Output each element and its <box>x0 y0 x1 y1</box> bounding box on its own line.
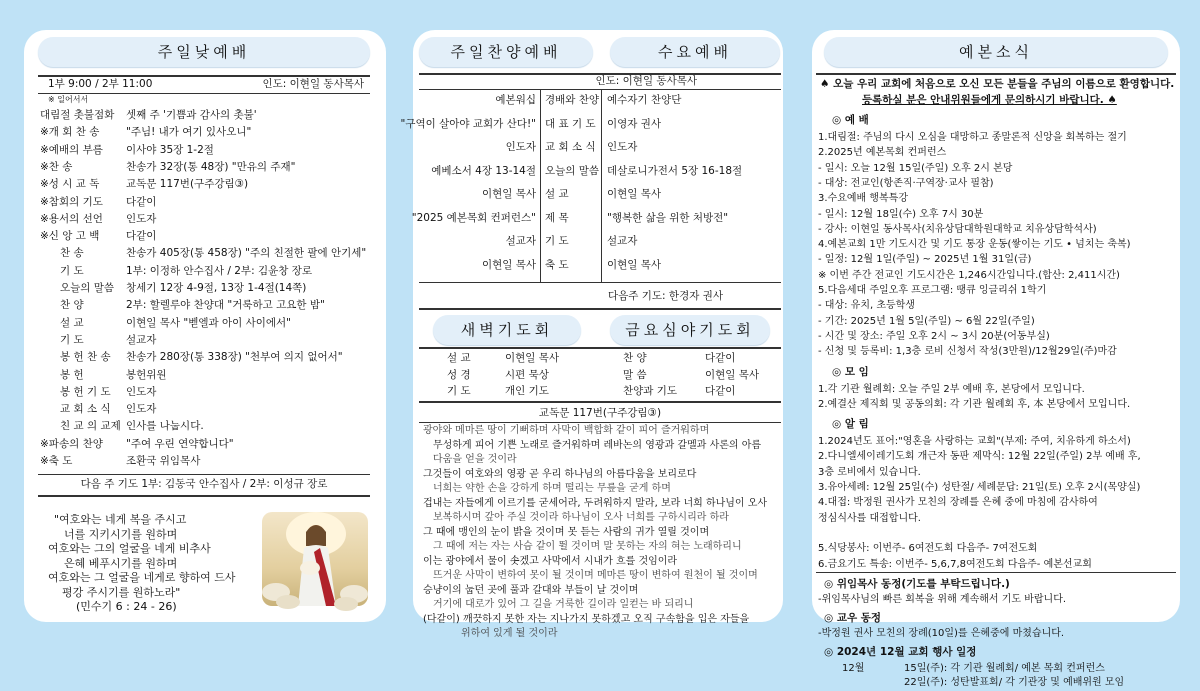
friday-title-box <box>610 315 770 345</box>
order-item-label: ※용서의 선언 <box>40 212 103 225</box>
praise-item: "구역이 살아야 교회가 산다!" <box>400 117 536 130</box>
order-item-label: 찬 송 <box>60 247 84 260</box>
order-item-value: 조환국 위임목사 <box>126 455 201 467</box>
news-line: 2.예결산 제직회 및 공동의회: 각 기관 월례회 후, 本 본당에서 모입니다. <box>818 398 1131 410</box>
dawn-title: 새벽기도회 <box>460 321 554 339</box>
order-item-label: ※성 시 교 독 <box>40 178 100 191</box>
order-item-value: "주여 우린 연약합니다" <box>126 437 234 450</box>
news-line: - 대상: 전교인(항존직·구역장·교사 필참) <box>818 177 994 189</box>
order-item-label: ※찬 송 <box>40 160 73 173</box>
friday-value: 다같이 <box>705 385 736 397</box>
news-line: 2.다니엘세이레기도회 개근자 동판 제막식: 12월 22일(주일) 2부 예배 후, <box>818 451 1141 463</box>
dawn-label: 설 교 <box>447 352 471 364</box>
church-news-panel <box>812 30 1180 688</box>
welcome-line-2: 등록하실 분은 안내위원들에게 문의하시기 바랍니다. ♠ <box>862 94 1117 106</box>
reading-line: 무성하게 피어 기쁜 노래로 즐거워하며 레바논의 영광과 갈멜과 사론의 아름 <box>433 439 762 451</box>
divider <box>419 308 781 310</box>
order-item-label: 오늘의 말씀 <box>60 282 115 294</box>
friday-label: 말 씀 <box>623 368 647 381</box>
member-news: -박정원 권사 모친의 장례(10일)를 은혜중에 마쳤습니다. <box>818 627 1065 639</box>
reading-line: 그 때에 저는 자는 사슴 같이 뛸 것이며 말 못하는 자의 혀는 노래하리니 <box>433 541 742 552</box>
order-item-label: 봉 헌 기 도 <box>60 385 111 398</box>
wednesday-item: 인도자 <box>607 141 638 153</box>
order-item-label: ※축 도 <box>40 455 73 467</box>
praise-title: 주일찬양예배 <box>450 43 562 61</box>
friday-value: 다같이 <box>705 352 736 364</box>
reading-line: 너희는 약한 손을 강하게 하며 떨리는 무릎을 굳게 하며 <box>433 483 671 494</box>
service-times: 1부 9:00 / 2부 11:00 <box>48 78 153 90</box>
praise-and-wednesday-panel <box>400 30 783 639</box>
order-item-label: 설 교 <box>60 316 84 329</box>
divider <box>816 73 1176 75</box>
order-item-label: ※신 앙 고 백 <box>40 230 100 243</box>
order-item-value: 2부: 할렐루야 찬양대 "거룩하고 고요한 밤" <box>126 299 325 312</box>
order-item-value: 이현일 목사 "벧엘과 아이 사이에서" <box>126 316 292 329</box>
reading-line: 다움을 얻을 것이라 <box>433 454 517 465</box>
reading-line: 거기에 대로가 있어 그 길을 거룩한 길이라 일컫는 바 되리니 <box>433 599 694 610</box>
panel-title: 주일낮예배 <box>157 43 251 61</box>
reading-line: 뜨거운 사막이 변하여 못이 될 것이며 메마른 땅이 변하여 원천이 될 것이며 <box>433 570 758 581</box>
divider <box>816 572 1176 573</box>
news-line: 2.2025년 예본목회 컨퍼런스 <box>818 147 947 159</box>
order-label: 축 도 <box>545 258 569 271</box>
order-item-label: 봉 헌 <box>60 368 84 381</box>
praise-item: 예베소서 4장 13-14절 <box>431 164 536 177</box>
reading-line: 광야와 메마른 땅이 기뻐하며 사막이 백합화 같이 피어 즐거워하며 <box>423 425 710 436</box>
evening-leader: 인도: 이현일 동사목사 <box>595 75 697 87</box>
praise-item: 예본워십 <box>495 94 536 106</box>
news-title: 예본소식 <box>959 43 1033 61</box>
panel-title-box <box>38 37 370 67</box>
wednesday-title: 수요예배 <box>658 43 732 61</box>
shepherd-illustration <box>262 512 368 606</box>
news-line: - 기간: 2025년 1월 5일(주일) ~ 6월 22일(주일) <box>818 315 1035 327</box>
praise-item: 인도자 <box>505 141 536 153</box>
verse-line: 너를 지키시기를 원하며 <box>64 527 178 541</box>
section-heading: ◎ 예 배 <box>832 114 869 126</box>
order-label: 설 교 <box>545 188 569 200</box>
divider <box>419 422 781 423</box>
news-line: 4.예본교회 1만 기도시간 및 기도 통장 운동(쌓이는 기도 • 넘치는 축복) <box>818 239 1131 251</box>
welcome-line-1: ♠ 오늘 우리 교회에 처음으로 오신 모든 분들을 주님의 이름으로 환영합니다. <box>820 78 1175 90</box>
news-line: - 일시: 오늘 12월 15일(주일) 오후 2시 본당 <box>818 162 1013 174</box>
news-line: 3층 로비에서 있습니다. <box>818 466 921 478</box>
reading-line: (다같이) 깨끗하지 못한 자는 지나가지 못하겠고 오직 구속함을 입은 자들을 <box>423 613 750 625</box>
order-item-label: 기 도 <box>60 264 84 277</box>
reading-line: 이는 광야에서 물이 솟겠고 사막에서 시내가 흐를 것임이라 <box>423 555 678 567</box>
reading-line: 그것들이 여호와의 영광 곧 우리 하나님의 아름다움을 보리로다 <box>423 468 697 480</box>
order-item-label: ※파송의 찬양 <box>40 437 103 450</box>
order-item-label: ※개 회 찬 송 <box>40 126 100 139</box>
verse-line: 평강 주시기를 원하노라" <box>62 585 181 599</box>
order-item-value: 찬송가 405장(통 458장) "주의 친절한 팔에 안기세" <box>126 247 367 260</box>
news-line: 3.수요예배 행복특강 <box>818 193 908 205</box>
order-item-label: 교 회 소 식 <box>60 403 111 416</box>
praise-item: "2025 예본목회 컨퍼런스" <box>411 211 536 224</box>
schedule-item: 22일(주): 성탄발표회/ 각 기관장 및 예배위원 모임 <box>904 676 1125 688</box>
standing-note: ※ 일어서서 <box>48 95 89 104</box>
column-line <box>601 89 602 282</box>
pastor-news: -위임목사님의 빠른 회복을 위해 계속해서 기도 바랍니다. <box>818 593 1067 605</box>
service-leader: 인도: 이현일 동사목사 <box>262 78 364 90</box>
order-item-label: 봉 헌 찬 송 <box>60 351 111 364</box>
news-line: - 일시: 12월 18일(수) 오후 7시 30분 <box>818 208 984 220</box>
order-item-label: ※참회의 기도 <box>40 195 103 208</box>
order-label: 제 목 <box>545 211 569 224</box>
wednesday-item: 예수자기 찬양단 <box>607 94 682 106</box>
order-item-label: 찬 양 <box>60 299 84 312</box>
order-item-label: ※예배의 부름 <box>40 143 103 156</box>
dawn-label: 성 경 <box>447 368 471 381</box>
wednesday-item: 이현일 목사 <box>607 188 662 200</box>
divider <box>419 347 781 349</box>
wednesday-item: 설교자 <box>607 235 638 247</box>
news-line: 5.식당봉사: 이번주- 6여전도회 다음주- 7여전도회 <box>818 543 1038 555</box>
reading-line: 위하여 있게 될 것이라 <box>461 628 558 639</box>
order-label: 교 회 소 식 <box>545 141 596 153</box>
news-line: - 강사: 이현일 동사목사(치유상담대학원대학교 치유상담학석사) <box>818 223 1097 235</box>
order-item-label: 기 도 <box>60 333 84 346</box>
section-heading: ◎ 알 림 <box>832 418 869 431</box>
order-item-value: 찬송가 32장(통 48장) "만유의 주재" <box>126 160 296 173</box>
wednesday-item: 데살로니가전서 5장 16-18절 <box>607 164 743 177</box>
wednesday-item: "행복한 삶을 위한 처방전" <box>607 211 729 224</box>
order-item-value: 인도자 <box>126 385 157 398</box>
dawn-value: 시편 묵상 <box>505 368 549 381</box>
news-line: 3.유아세례: 12월 25일(수) 성탄절/ 세례문답: 21일(토) 오후 2시(목양실) <box>818 482 1141 493</box>
reading-line: 그 때에 맹인의 눈이 밝을 것이며 못 듣는 사람의 귀가 열릴 것이며 <box>423 526 710 538</box>
column-line <box>540 89 541 282</box>
news-line: - 대상: 유치, 초등학생 <box>818 300 915 312</box>
reading-line: 겁내는 자들에게 이르기를 굳세어라, 두려워하지 말라, 보라 너희 하나님이 오사 <box>423 497 768 509</box>
verse-line: 여호와는 그의 얼굴을 네게 비추사 <box>48 542 211 555</box>
schedule-item: 15일(주): 각 기관 월례회/ 예본 목회 컨퍼런스 <box>904 662 1105 674</box>
order-item-value: 다같이 <box>126 230 157 243</box>
shepherd-image <box>262 512 368 606</box>
divider <box>419 89 781 90</box>
order-item-label: 대림절 촛불점화 <box>40 109 115 121</box>
news-line: - 시간 및 장소: 주일 오후 2시 ~ 3시 20분(어동부실) <box>818 330 1050 342</box>
divider <box>419 282 781 283</box>
sunday-service-panel <box>24 30 386 622</box>
order-item-value: 1부: 이정하 안수집사 / 2부: 김윤창 장로 <box>126 264 313 277</box>
divider <box>419 401 781 403</box>
news-title-box <box>824 37 1168 67</box>
praise-item: 이현일 목사 <box>481 258 536 271</box>
order-item-value: 창세기 12장 4-9절, 13장 1-4절(14쪽) <box>126 282 307 294</box>
praise-item: 설교자 <box>505 235 536 247</box>
order-item-label: 친 교 의 교제 <box>60 420 121 433</box>
dawn-title-box <box>433 315 581 345</box>
news-line: 4.대접: 박정원 권사가 모친의 장례를 은혜 중에 마침에 감사하여 <box>818 497 1098 509</box>
order-item-value: 설교자 <box>126 333 157 346</box>
dawn-label: 기 도 <box>447 385 471 397</box>
wednesday-item: 이영자 권사 <box>607 117 662 130</box>
news-line: 정심식사를 대접합니다. <box>818 512 921 524</box>
order-label: 기 도 <box>545 235 569 247</box>
schedule-heading: ◎ 2024년 12월 교회 행사 일정 <box>824 645 977 658</box>
section-heading: ◎ 모 임 <box>832 365 869 378</box>
wednesday-item: 이현일 목사 <box>607 258 662 271</box>
order-item-value: "주님! 내가 여기 있사오니" <box>126 126 252 139</box>
wednesday-title-box <box>610 37 780 67</box>
order-item-value: 셋째 주 '기쁨과 감사의 촛불' <box>126 109 257 121</box>
schedule-month: 12월 <box>842 662 865 674</box>
friday-title: 금요심야기도회 <box>625 321 755 339</box>
order-item-value: 이사야 35장 1-2절 <box>126 143 214 156</box>
news-line: 1.2024년도 표어:"영혼을 사랑하는 교회"(부제: 주여, 치유하게 하소서) <box>818 436 1131 448</box>
order-item-value: 인도자 <box>126 212 157 225</box>
news-line: - 일정: 12월 1일(주일) ~ 2025년 1월 31일(금) <box>818 254 1032 266</box>
pastor-heading: ◎ 위임목사 동정(기도를 부탁드립니다.) <box>824 577 1010 590</box>
order-item-value: 인도자 <box>126 403 157 416</box>
order-item-value: 인사를 나눕시다. <box>126 420 204 433</box>
news-line: - 신청 및 등록비: 1,3층 로비 신청서 작성(3만원)/12월29일(주)마감 <box>818 346 1117 358</box>
reading-line: 승냥이의 눕던 곳에 풀과 갈대와 부들이 날 것이며 <box>423 584 639 596</box>
order-item-value: 봉헌위원 <box>126 368 167 381</box>
news-line: 1.대림절: 주님의 다시 오심을 대망하고 종말론적 신앙을 회복하는 절기 <box>818 132 1127 143</box>
news-line: 6.금요기도 특송: 이번주- 5,6,7,8여전도회 다음주- 예본선교회 <box>818 558 1092 570</box>
praise-title-box <box>419 37 593 67</box>
reading-line: 보복하시며 갚아 주실 것이라 하나님이 오사 너희를 구하시리라 하라 <box>433 512 729 523</box>
verse-line: 여호와는 그 얼굴을 네게로 향하여 드사 <box>48 571 236 584</box>
news-line: 5.다음세대 주일오후 프로그램: 땡큐 잉글리쉬 1학기 <box>818 285 1047 296</box>
order-item-value: 다같이 <box>126 195 157 208</box>
order-label: 대 표 기 도 <box>545 117 596 130</box>
order-item-value: 찬송가 280장(통 338장) "천부여 의지 없어서" <box>126 351 343 364</box>
friday-value: 이현일 목사 <box>705 368 760 381</box>
friday-label: 찬 양 <box>623 352 647 364</box>
order-label: 경배와 찬양 <box>545 94 600 106</box>
next-week-prayer: 다음 주 기도 1부: 김동국 안수집사 / 2부: 이성규 장로 <box>80 478 328 490</box>
friday-label: 찬양과 기도 <box>623 385 678 397</box>
member-heading: ◎ 교우 동정 <box>824 611 882 624</box>
dawn-value: 이현일 목사 <box>505 352 560 364</box>
next-week-prayer: 다음주 기도: 한경자 권사 <box>608 290 723 302</box>
verse-line: 은혜 베푸시기를 원하며 <box>64 556 178 570</box>
divider <box>38 474 370 475</box>
dawn-value: 개인 기도 <box>505 385 549 397</box>
verse-line: "여호와는 네게 복을 주시고 <box>54 513 187 526</box>
order-item-value: 교독문 117번(구주강림③) <box>126 178 249 191</box>
reading-title: 교독문 117번(구주강림③) <box>538 407 662 419</box>
divider <box>38 495 370 497</box>
order-label: 오늘의 말씀 <box>545 164 600 177</box>
praise-item: 이현일 목사 <box>481 188 536 200</box>
news-line: ※ 이번 주간 전교인 기도시간은 1,246시간입니다.(합산: 2,411시간) <box>818 269 1120 281</box>
verse-line: (민수기 6 : 24 - 26) <box>76 600 177 613</box>
news-line: 1.각 기관 월례회: 오늘 주일 2부 예배 후, 본당에서 모입니다. <box>818 383 1085 395</box>
